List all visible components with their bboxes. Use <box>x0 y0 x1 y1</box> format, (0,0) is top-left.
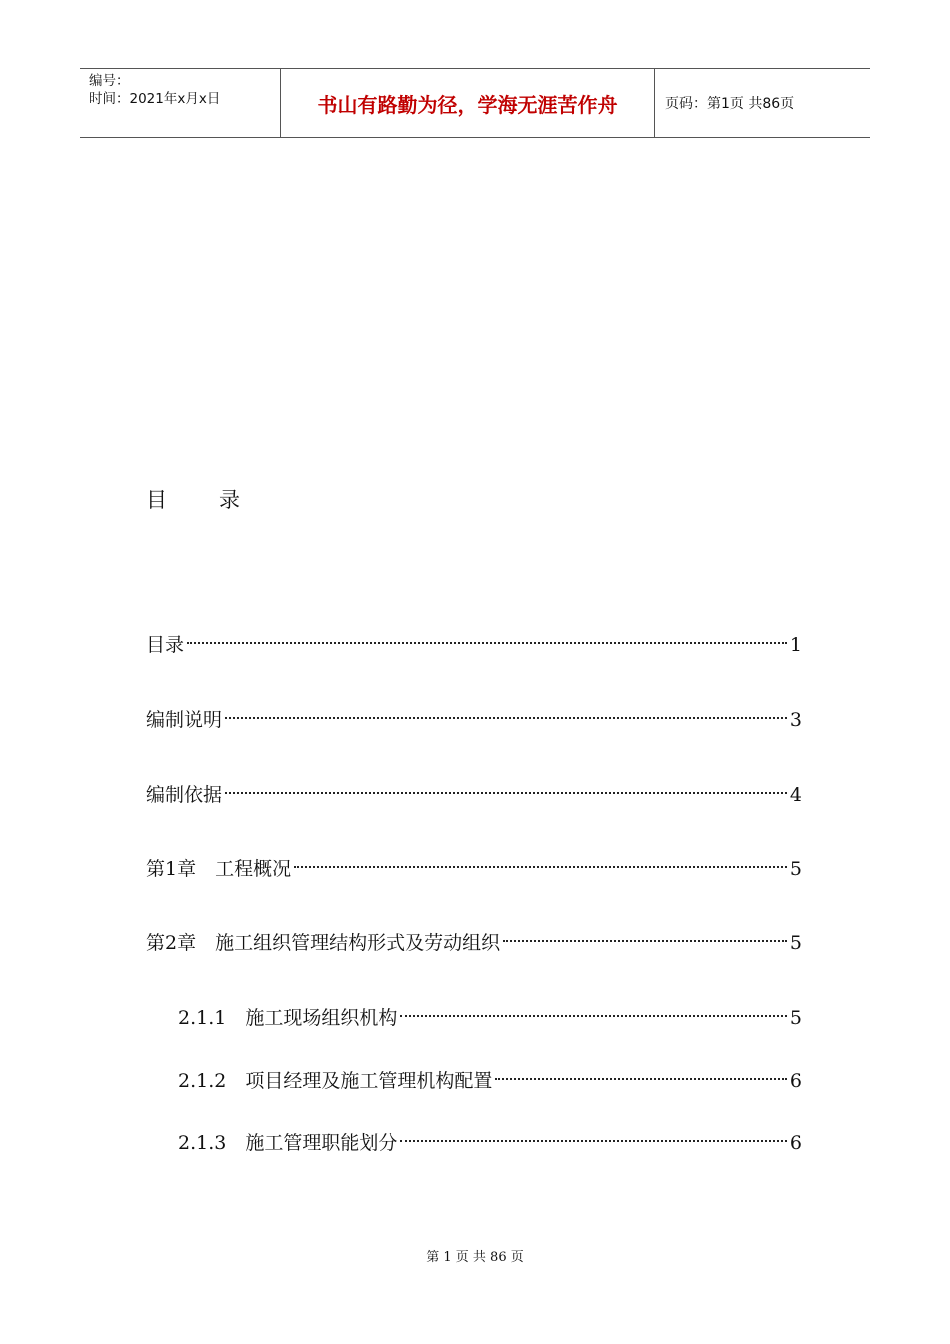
toc-entry-page: 5 <box>789 858 802 880</box>
toc-entry-title: 编制依据 <box>146 784 223 806</box>
toc-entry[interactable] <box>178 1129 802 1157</box>
toc-entry-page: 6 <box>789 1132 802 1154</box>
toc-entry[interactable] <box>146 631 802 659</box>
toc-heading-char-2: 录 <box>219 488 240 512</box>
toc-dot-leader <box>495 1078 787 1080</box>
toc-dot-leader <box>503 940 787 942</box>
toc-entry[interactable] <box>146 855 802 883</box>
toc-dot-leader <box>294 866 787 868</box>
toc-entry[interactable] <box>146 706 802 734</box>
toc-entry-title: 2.1.3 施工管理职能划分 <box>178 1132 398 1154</box>
toc-entry[interactable] <box>146 781 802 809</box>
toc-entry-title: 第1章 工程概况 <box>146 858 292 880</box>
toc-entry[interactable] <box>146 929 802 957</box>
toc-entry-page: 6 <box>789 1070 802 1092</box>
toc-entry-page: 5 <box>789 932 802 954</box>
toc-heading-char-1: 目 <box>146 488 167 512</box>
toc-entry-title: 目录 <box>146 634 185 656</box>
date-label: 时间：2021年x月x日 <box>89 91 221 107</box>
toc-entry-page: 4 <box>789 784 802 806</box>
header-meta <box>80 69 281 137</box>
page-header <box>80 68 870 138</box>
toc-entry-page: 3 <box>789 709 802 731</box>
toc-heading <box>146 484 240 514</box>
header-page-info: 页码：第1页 共86页 <box>665 96 795 112</box>
toc-entry-title: 编制说明 <box>146 709 223 731</box>
toc-dot-leader <box>225 717 787 719</box>
toc-entry[interactable] <box>178 1067 802 1095</box>
toc-entry-title: 2.1.1 施工现场组织机构 <box>178 1007 398 1029</box>
serial-number-label: 编号： <box>89 73 130 89</box>
toc-entry-title: 2.1.2 项目经理及施工管理机构配置 <box>178 1070 493 1092</box>
toc-dot-leader <box>225 792 787 794</box>
toc-entry-page: 1 <box>789 634 802 656</box>
toc-entry[interactable] <box>178 1004 802 1032</box>
page-footer: 第 1 页 共 86 页 <box>426 1250 524 1265</box>
toc-dot-leader <box>187 642 787 644</box>
toc-entry-page: 5 <box>789 1007 802 1029</box>
toc-dot-leader <box>400 1015 787 1017</box>
toc-dot-leader <box>400 1140 787 1142</box>
header-motto: 书山有路勤为径，学海无涯苦作舟 <box>281 69 655 137</box>
toc-entry-title: 第2章 施工组织管理结构形式及劳动组织 <box>146 932 501 954</box>
